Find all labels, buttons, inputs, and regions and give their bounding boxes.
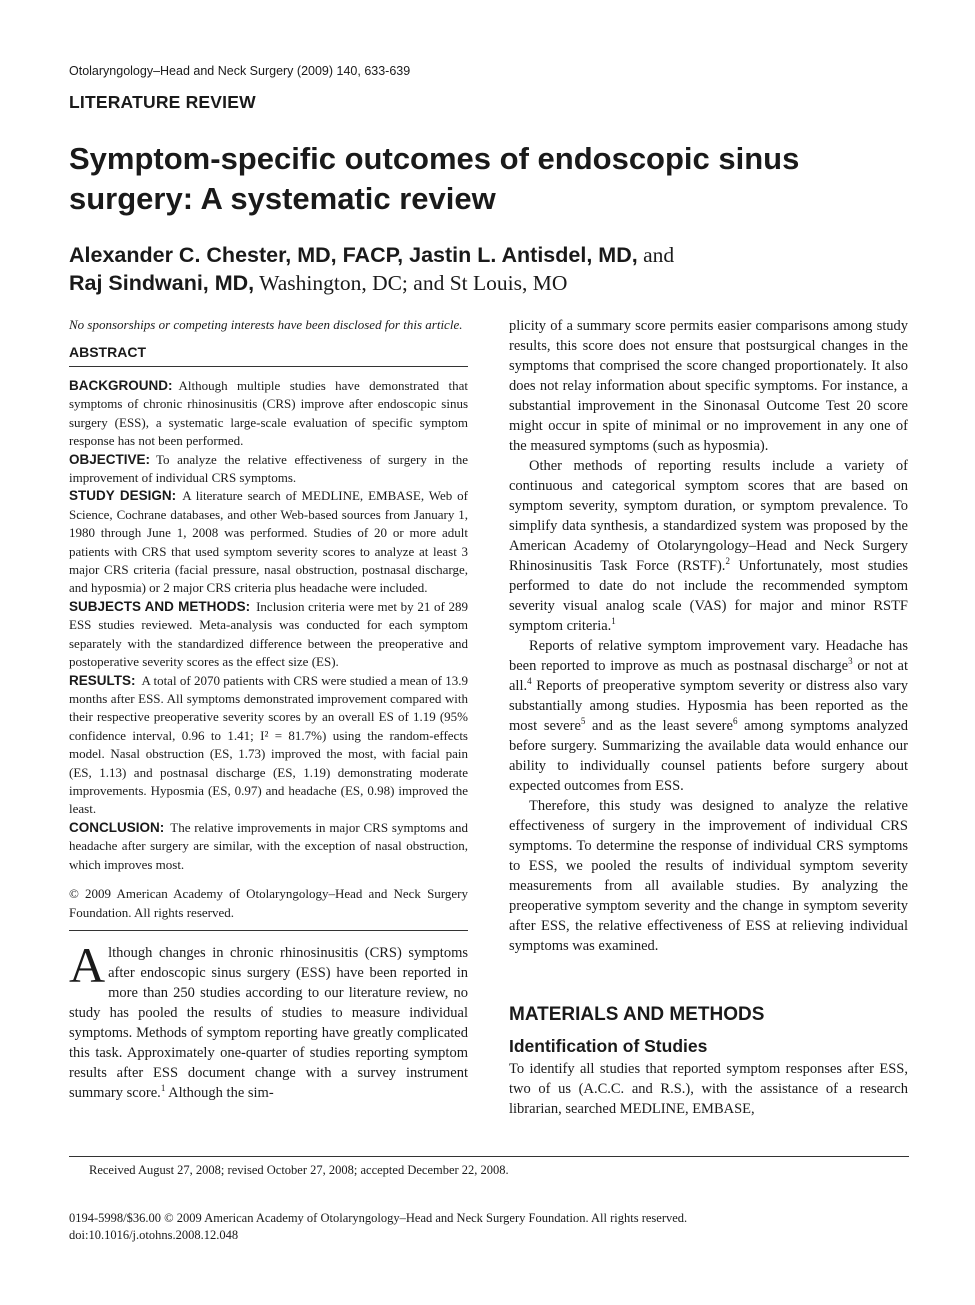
intro-paragraph <box>69 936 468 1103</box>
paragraph-4: Therefore, this study was designed to analyze the relative effectiveness of surgery in the improvement of individual CRS symptoms. To determine the response of individual CRS symptoms to ESS, we pooled the results of individual symptom severity measurements from all available studies. By analyzing the preoperative symptom severity and the change in symptom severity after ESS, the relative effectiveness of ESS at relieving individual symptoms was examined. <box>509 798 908 954</box>
abstract-label: CONCLUSION: <box>69 819 165 835</box>
paragraph-3-text: among symptoms analyzed before surgery. Summarizing the available data would enhance our ability to individually counsel patients before surgery about expected outcomes from ESS. <box>509 718 908 794</box>
abstract-label: STUDY DESIGN: <box>69 488 177 504</box>
abstract-label: RESULTS: <box>69 672 136 688</box>
citation-ref[interactable]: 3 <box>848 656 853 667</box>
intro-tail: Although the sim- <box>165 1084 274 1101</box>
authors-and: and <box>637 243 675 267</box>
paragraph-1: plicity of a summary score permits easier comparisons among study results, this score does not ensure that postsurgical changes in the symptoms that comprised the score changed proportionately. It also does not relay information about specific symptoms. For instance, a substantial improvement in the Sinonasal Outcome Test 20 score might occur in spite of minimal or no improvement in any one of the measured symptoms (such as hyposmia). <box>509 318 908 454</box>
abstract-conclusion <box>69 819 468 874</box>
paragraph-2-text: Other methods of reporting results include a variety of continuous and categorical symptom scores that are based on symptom severity, symptom duration, or symptom prevalence. To simplify data synthesis, a standardized system was proposed by the American Academy of Otolaryngology–Head and Neck Surgery Rhinosinusitis Task Force (RSTF). <box>509 458 908 574</box>
article-title: Symptom-specific outcomes of endoscopic sinus surgery: A systematic review <box>69 141 800 216</box>
drop-cap: A <box>69 936 106 993</box>
abstract-results <box>69 672 468 819</box>
subsection-heading: Identification of Studies <box>509 1036 708 1056</box>
citation-ref[interactable]: 5 <box>580 716 586 727</box>
abstract-text: A literature search of MEDLINE, EMBASE, Web of Science, Cochrane databases, and other Web-based sources from January 1, 1980 through June 1, 2008 was performed. Studies of 20 or more adult patients with CRS that used symptom severity scores to analyze at least 3 major CRS criteria (facial pressure, nasal obstruction, postnasal discharge, and hyposmia) or 2 major CRS criteria plus headache were included. <box>69 488 468 596</box>
abstract-subjects-methods <box>69 598 468 672</box>
paragraph-2-text: Unfortunately, most studies performed to date do not include the recommended symptom severity visual analog scale (VAS) for major and minor RSTF symptom criteria. <box>509 558 909 634</box>
right-column <box>509 316 908 1119</box>
author-affiliation: Washington, DC; and St Louis, MO <box>254 271 568 295</box>
paragraph-5: To identify all studies that reported symptom responses after ESS, two of us (A.C.C. and R.S.), with the assistance of a research librarian, searched MEDLINE, EMBASE, <box>509 1061 908 1117</box>
abstract-copyright: © 2009 American Academy of Otolaryngology–Head and Neck Surgery Foundation. All rights reserved. <box>69 884 468 931</box>
abstract-objective <box>69 451 468 488</box>
received-dates: Received August 27, 2008; revised October 27, 2008; accepted December 22, 2008. <box>89 1163 509 1177</box>
footer-divider <box>69 1156 909 1157</box>
paragraph-3-text: or not at all. <box>509 658 908 694</box>
citation-ref[interactable]: 4 <box>527 676 532 687</box>
authors-line-1: Alexander C. Chester, MD, FACP, Jastin L. Antisdel, MD, <box>69 243 638 267</box>
paragraph-3-text: and as the least severe <box>585 718 733 734</box>
abstract-text: To analyze the relative effectiveness of surgery in the improvement of individual CRS symptoms. <box>69 451 468 486</box>
citation-ref[interactable]: 1 <box>160 1083 166 1094</box>
citation-ref[interactable]: 6 <box>732 716 738 727</box>
section-heading: MATERIALS AND METHODS <box>509 1004 765 1025</box>
abstract-text: The relative improvements in major CRS symptoms and headache after surgery are similar, with the exception of nasal obstruction, which improves most. <box>69 819 468 872</box>
abstract-label: BACKGROUND: <box>69 378 173 393</box>
author-block <box>69 241 929 297</box>
section-label: LITERATURE REVIEW <box>69 92 256 112</box>
abstract-body <box>69 377 468 874</box>
methods-body <box>509 1059 908 1119</box>
right-body <box>509 316 908 956</box>
citation-ref[interactable]: 2 <box>725 556 730 567</box>
doi-link[interactable]: doi:10.1016/j.otohns.2008.12.048 <box>69 1228 239 1242</box>
citation-ref[interactable]: 1 <box>611 616 616 627</box>
intro-text: lthough changes in chronic rhinosinusitis (CRS) symptoms after endoscopic sinus surgery (ESS) have been reported in more than 250 studies according to our literature review, no study has pooled the results of studies to measure individual symptoms. Methods of symptom reporting have greatly complicated this task. Approximately one-quarter of studies reporting symptom results after ESS document change with a survey instrument summary score. <box>69 944 468 1101</box>
abstract-study-design <box>69 487 468 597</box>
authors-line-2: Raj Sindwani, MD, <box>69 271 255 295</box>
abstract-text: Although multiple studies have demonstrated that symptoms of chronic rhinosinusitis (CRS) improve after endoscopic sinus surgery (ESS), a systematic large-scale evaluation of specific symptom response has not been performed. <box>69 378 468 449</box>
left-column <box>69 316 468 1103</box>
abstract-heading: ABSTRACT <box>69 344 468 367</box>
paragraph-3 <box>509 636 908 796</box>
abstract-background <box>69 377 468 451</box>
paragraph-2 <box>509 456 908 636</box>
issn-line: 0194-5998/$36.00 © 2009 American Academy of Otolaryngology–Head and Neck Surgery Foundation. All rights reserved. <box>69 1211 688 1225</box>
disclosure-note: No sponsorships or competing interests have been disclosed for this article. <box>69 317 463 332</box>
abstract-label: OBJECTIVE: <box>69 451 151 467</box>
paragraph-3-text: Reports of preoperative symptom severity or distress also vary substantially among studies. Hyposmia has been reported as the most severe <box>509 678 908 734</box>
abstract-text: Inclusion criteria were met by 21 of 289 ESS studies reviewed. Meta-analysis was conducted for each symptom separately with the standardized difference between the preoperative and postoperative severity scores as the effect size (ES). <box>69 598 469 670</box>
abstract-text: A total of 2070 patients with CRS were studied a mean of 13.9 months after ESS. All symptoms demonstrated improvement compared with their respective preoperative severity scores by an overall ES of 1.19 (95% confidence interval, 0.96 to 1.41; I² = 81.7%) using the random-effects model. Nasal obstruction (ES, 1.73) improved the most, with facial pain (ES, 1.13) and postnasal discharge (ES, 1.19) demonstrating moderate improvements. Hyposmia (ES, 0.97) and headache (ES, 0.98) improved the least. <box>69 672 468 817</box>
publication-info <box>69 1210 687 1244</box>
paragraph-3-text: Reports of relative symptom improvement vary. Headache has been reported to improve as much as postnasal discharge <box>509 638 908 674</box>
journal-reference: Otolaryngology–Head and Neck Surgery (2009) 140, 633-639 <box>69 64 411 78</box>
abstract-label: SUBJECTS AND METHODS: <box>69 598 251 614</box>
